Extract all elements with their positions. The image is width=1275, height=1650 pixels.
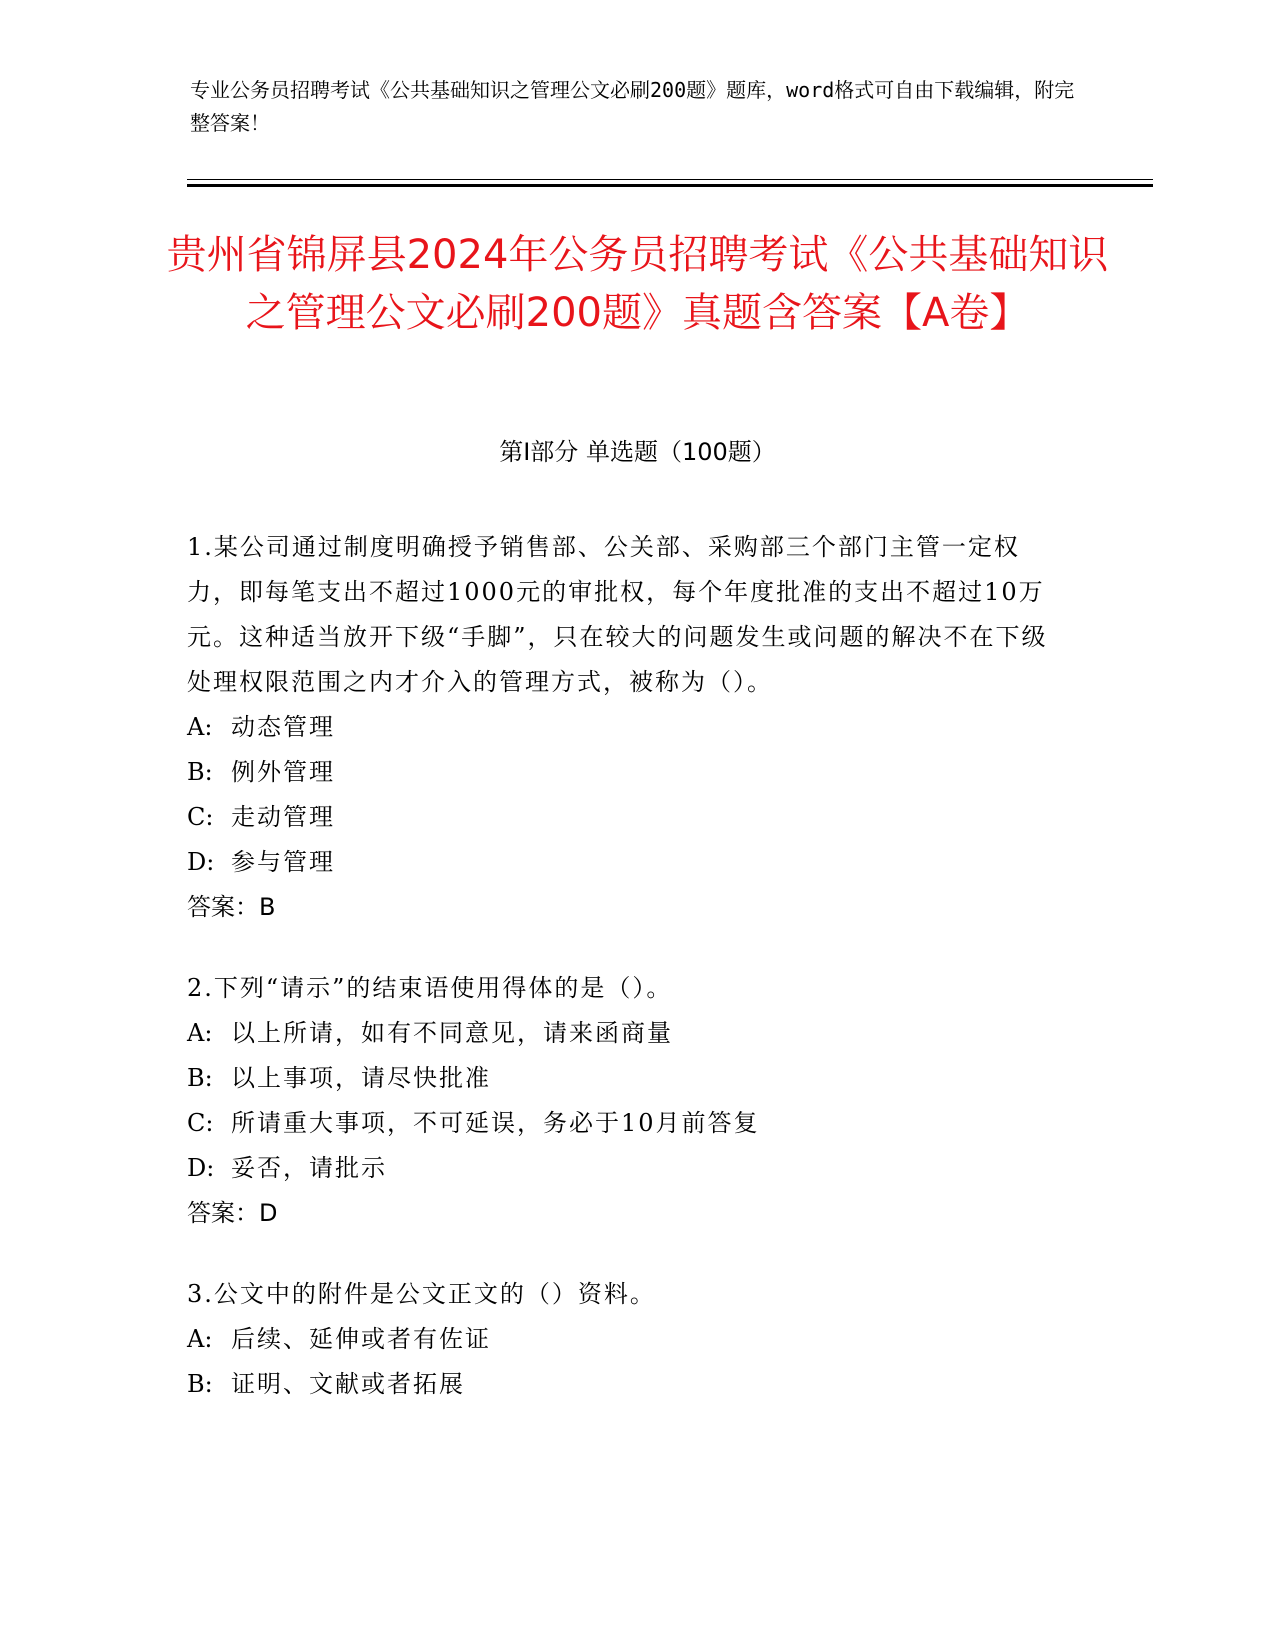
option-key: A:: [187, 713, 213, 741]
option-text: 以上所请，如有不同意见，请来函商量: [231, 1019, 673, 1047]
section-heading: 第I部分 单选题（100题）: [499, 438, 776, 466]
option-key: B:: [187, 1064, 213, 1092]
option-key: B:: [187, 758, 213, 786]
option-text: 走动管理: [231, 803, 335, 831]
header-divider-thin: [187, 179, 1153, 180]
question-1: [187, 525, 1067, 930]
option-text: 证明、文献或者拓展: [231, 1370, 465, 1398]
question-2: [187, 966, 1067, 1236]
option-text: 参与管理: [231, 848, 335, 876]
option-c: [187, 795, 1067, 840]
question-stem: 3.公文中的附件是公文正文的（）资料。: [187, 1280, 656, 1308]
option-d: [187, 840, 1067, 885]
option-text: 例外管理: [231, 758, 335, 786]
option-key: C:: [187, 1109, 214, 1137]
option-key: A:: [187, 1019, 213, 1047]
answer-line: 答案：B: [187, 893, 276, 921]
option-c: [187, 1101, 1067, 1146]
option-b: [187, 1362, 1067, 1407]
option-a: [187, 1011, 1067, 1056]
option-a: [187, 705, 1067, 750]
option-text: 所请重大事项，不可延误，务必于10月前答复: [231, 1109, 760, 1137]
option-text: 后续、延伸或者有佐证: [231, 1325, 491, 1353]
option-key: C:: [187, 803, 214, 831]
option-text: 以上事项，请尽快批准: [231, 1064, 491, 1092]
option-key: B:: [187, 1370, 213, 1398]
option-b: [187, 750, 1067, 795]
option-text: 妥否，请批示: [231, 1154, 387, 1182]
option-d: [187, 1146, 1067, 1191]
option-b: [187, 1056, 1067, 1101]
question-3: [187, 1272, 1067, 1407]
option-key: D:: [187, 1154, 215, 1182]
header-note: 专业公务员招聘考试《公共基础知识之管理公文必刷200题》题库，word格式可自由下载编辑，附完整答案！: [190, 78, 1075, 135]
option-key: D:: [187, 848, 215, 876]
option-key: A:: [187, 1325, 213, 1353]
option-text: 动态管理: [231, 713, 335, 741]
question-list: [187, 525, 1067, 1407]
question-stem: 2.下列“请示”的结束语使用得体的是（）。: [187, 974, 673, 1002]
question-stem: 1.某公司通过制度明确授予销售部、公关部、采购部三个部门主管一定权力，即每笔支出不超过1000元的审批权，每个年度批准的支出不超过10万元。这种适当放开下级“手脚”，只在较大的问题发生或问题的解决不在下级处理权限范围之内才介入的管理方式，被称为（）。: [187, 533, 1048, 696]
option-a: [187, 1317, 1067, 1362]
document-title: 贵州省锦屏县2024年公务员招聘考试《公共基础知识之管理公文必刷200题》真题含答案【A卷】: [166, 232, 1109, 336]
header-divider-thick: [187, 184, 1153, 187]
answer-line: 答案：D: [187, 1199, 278, 1227]
